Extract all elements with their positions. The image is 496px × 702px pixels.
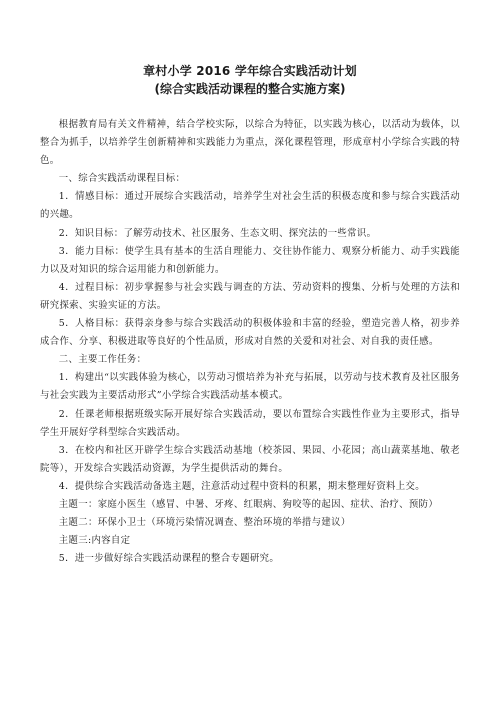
paragraph-task-1: 1．构建出“以实践体验为核心，以劳动习惯培养为补充与拓展，以劳动与技术教育及社区服务与社会实践为主要活动形式”小学综合实践活动基本模式。: [40, 372, 460, 402]
paragraph-goal-process: 4．过程目标：初步掌握参与社会实践与调查的方法、劳动资料的搜集、分析与处理的方法和研究探索、实验实证的方法。: [40, 281, 460, 311]
document-title: 章村小学 2016 学年综合实践活动计划: [143, 64, 357, 78]
section-heading-goals: 一、综合实践活动课程目标：: [58, 173, 186, 185]
paragraph-theme-2: 主题二：环保小卫士（环境污染情况调查、整治环境的举措与建议）: [58, 517, 351, 529]
paragraph-goal-emotion: 1．情感目标：通过开展综合实践活动，培养学生对社会生活的积极态度和参与综合实践活动的兴趣。: [40, 191, 460, 221]
section-heading-tasks: 二、主要工作任务：: [58, 354, 147, 366]
paragraph-task-4: 4．提供综合实践活动备选主题，注意活动过程中资料的积累，期末整理好资料上交。: [58, 480, 425, 492]
document-subtitle: (综合实践活动课程的整合实施方案): [154, 82, 346, 96]
paragraph-theme-1: 主题一：家庭小医生（感冒、中暑、牙疼、红眼病、狗咬等的起因、症状、治疗、预防）: [58, 498, 439, 510]
paragraph-intro: 根据教育局有关文件精神，结合学校实际，以综合为特征，以实践为核心，以活动为载体，以整合为抓手，以培养学生创新精神和实践能力为重点，深化课程管理，形成章村小学综合实践的特色。: [40, 119, 460, 167]
paragraph-goal-ability: 3．能力目标：使学生具有基本的生活自理能力、交往协作能力、观察分析能力、动手实践能力以及对知识的综合运用能力和创新能力。: [40, 245, 460, 275]
paragraph-task-5: 5．进一步做好综合实践活动课程的整合专题研究。: [58, 553, 280, 565]
paragraph-task-3: 3．在校内和社区开辟学生综合实践活动基地（校茶园、果园、小花园；高山蔬菜基地、敬老院等），开发综合实践活动资源，为学生提供活动的舞台。: [40, 444, 460, 474]
paragraph-theme-3: 主题三:内容自定: [58, 535, 131, 547]
document-body: [40, 116, 460, 568]
paragraph-goal-personality: 5．人格目标：获得亲身参与综合实践活动的积极体验和丰富的经验，塑造完善人格，初步养成合作、分享、积极进取等良好的个性品质，形成对自然的关爱和对社会、对自我的责任感。: [40, 318, 460, 348]
paragraph-goal-knowledge: 2．知识目标：了解劳动技术、社区服务、生态文明、探究法的一些常识。: [58, 227, 377, 239]
paragraph-task-2: 2．任课老师根据班级实际开展好综合实践活动，要以布置综合实践性作业为主要形式，指导学生开展好学科型综合实践活动。: [40, 408, 460, 438]
